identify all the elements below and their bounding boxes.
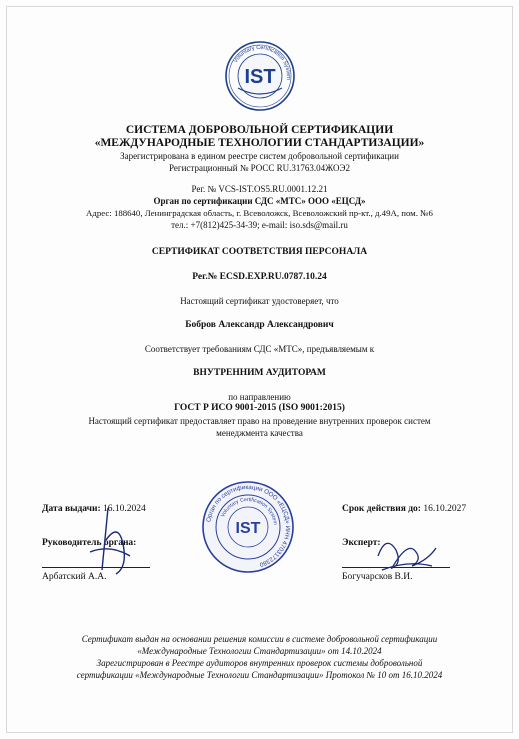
issue-date-label: Дата выдачи: [42, 504, 101, 514]
expert-name: Богучарсков В.И. [342, 572, 413, 582]
org-contacts: тел.: +7(812)425-34-39; e-mail: iso.sds@mail.ru [171, 220, 348, 230]
official-seal [201, 480, 295, 574]
footer-line-1: Сертификат выдан на основании решения комиссии в системе добровольной сертификации [81, 634, 438, 644]
expert-label: Эксперт: [342, 538, 381, 548]
rights-line-2: менеджмента качества [216, 428, 303, 438]
person-name: Бобров Александр Александрович [185, 320, 334, 330]
seal-inner-text: Voluntary Certification System [220, 496, 278, 526]
org-address: Адрес: 188640, Ленинградская область, г. Всеволожск, Всеволожский пр-кт., д.49А, пом. №6 [86, 208, 433, 218]
org-reg: Рег. № VCS-IST.OS5.RU.0001.12.21 [191, 184, 328, 194]
certificate-title: СЕРТИФИКАТ СООТВЕТСТВИЯ ПЕРСОНАЛА [151, 247, 368, 257]
footer-line-2: «Международные Технологии Стандартизации» от 14.10.2024 [137, 646, 382, 656]
certificate-confirms: Настоящий сертификат удостоверяет, что [180, 296, 339, 306]
logo-ring-text: Voluntary Certification System [232, 44, 292, 81]
role-title: ВНУТРЕННИМ АУДИТОРАМ [193, 368, 326, 378]
rights-line-1: Настоящий сертификат предоставляет право на проведение внутренних проверок систем [88, 416, 431, 426]
issue-date-value: 16.10.2024 [103, 504, 146, 514]
head-label: Руководитель органа: [42, 538, 137, 548]
org-name: Орган по сертификации СДС «МТС» ООО «ЕЦСД» [153, 196, 366, 206]
valid-date-label: Срок действия до: [342, 504, 421, 514]
direction-label: по направлению [228, 392, 291, 402]
head-signature [80, 500, 160, 580]
system-title-2: «МЕЖДУНАРОДНЫЕ ТЕХНОЛОГИИ СТАНДАРТИЗАЦИИ» [94, 137, 425, 149]
system-reg-number: Регистрационный № РОСС RU.31763.04ЖОЭ2 [169, 163, 350, 173]
seal-center-text: IST [235, 520, 261, 537]
head-name: Арбатский А.А. [42, 572, 107, 582]
footer-line-3: Зарегистрирован в Реестре аудиторов внутренних проверок системы добровольной [96, 658, 423, 668]
ist-logo [224, 40, 296, 112]
system-title-1: СИСТЕМА ДОБРОВОЛЬНОЙ СЕРТИФИКАЦИИ [125, 124, 394, 136]
seal-outer-text: Орган по сертификации ООО «ЕЦСД» ИНН 4703172380 [205, 483, 292, 569]
logo-name: IST [244, 66, 276, 88]
certificate-number: Рег.№ ECSD.EXP.RU.0787.10.24 [192, 272, 327, 282]
complies-text: Соответствует требованиям СДС «МТС», предъявляемым к [144, 344, 375, 354]
valid-date-value: 16.10.2027 [423, 504, 467, 514]
system-registered: Зарегистрирована в едином реестре систем добровольной сертификации [120, 151, 399, 161]
standard-name: ГОСТ Р ИСО 9001-2015 (ISO 9001:2015) [174, 403, 345, 413]
valid-date [342, 504, 466, 515]
expert-signature [372, 530, 442, 576]
footer-line-4: сертификации «Международные Технологии Стандартизации» Протокол № 10 от 16.10.2024 [76, 670, 443, 680]
